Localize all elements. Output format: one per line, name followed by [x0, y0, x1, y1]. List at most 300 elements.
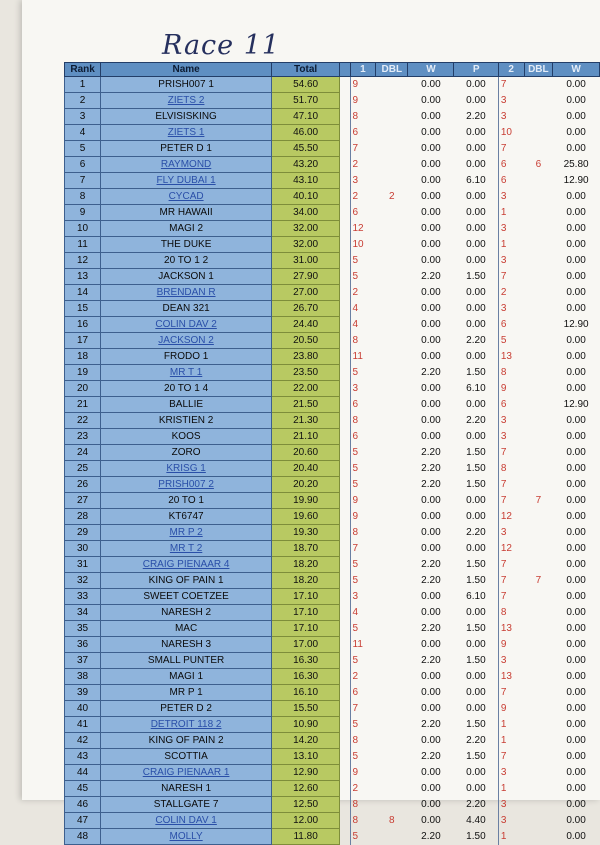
- total-cell: 15.50: [272, 701, 340, 717]
- win1-cell: 0.00: [421, 126, 441, 138]
- race2-pick-cell: 8: [498, 461, 524, 477]
- win2-cell: 0.00: [566, 286, 586, 298]
- rank-cell: 28: [65, 509, 101, 525]
- race2-pick-cell: 12: [498, 541, 524, 557]
- table-row: [65, 189, 600, 205]
- header-rank: Rank: [65, 63, 101, 77]
- race1-pick-cell: 5: [350, 365, 376, 381]
- dbl2-cell: [524, 141, 553, 157]
- race2-pick-cell: 1: [498, 829, 524, 845]
- dbl2-cell: [524, 813, 553, 829]
- dbl2-cell: [524, 77, 553, 93]
- total-cell: 21.30: [272, 413, 340, 429]
- table-row: [65, 301, 600, 317]
- rank-cell: 36: [65, 637, 101, 653]
- name-cell: 20 TO 1 4: [101, 381, 272, 397]
- gap-cell: [340, 301, 350, 317]
- gap-cell: [340, 717, 350, 733]
- rank-cell: 2: [65, 93, 101, 109]
- total-cell: 32.00: [272, 221, 340, 237]
- gap-cell: [340, 765, 350, 781]
- gap-cell: [340, 637, 350, 653]
- win2-cell: 0.00: [566, 654, 586, 666]
- name-cell[interactable]: KRISG 1: [101, 461, 272, 477]
- win2-cell: 0.00: [566, 574, 586, 586]
- win2-cell: 0.00: [566, 814, 586, 826]
- name-cell: KRISTIEN 2: [101, 413, 272, 429]
- table-row: [65, 77, 600, 93]
- race2-pick-cell: 13: [498, 349, 524, 365]
- dbl2-cell: [524, 733, 553, 749]
- race2-pick-cell: 3: [498, 109, 524, 125]
- win1-cell: 0.00: [421, 190, 441, 202]
- place1-cell: 0.00: [466, 190, 486, 202]
- win2-cell: 0.00: [566, 638, 586, 650]
- table-row: [65, 365, 600, 381]
- name-cell[interactable]: MR T 2: [101, 541, 272, 557]
- race1-pick-cell: 8: [350, 813, 376, 829]
- win1-cell: 0.00: [421, 334, 441, 346]
- win2-cell: 0.00: [566, 238, 586, 250]
- dbl2-cell: [524, 781, 553, 797]
- rank-cell: 26: [65, 477, 101, 493]
- rank-cell: 6: [65, 157, 101, 173]
- win2-cell: 0.00: [566, 190, 586, 202]
- win1-cell: 0.00: [421, 302, 441, 314]
- win2-cell: 0.00: [566, 110, 586, 122]
- race1-pick-cell: 6: [350, 685, 376, 701]
- table-row: [65, 509, 600, 525]
- race1-pick-cell: 8: [350, 733, 376, 749]
- dbl1-cell: [376, 349, 408, 365]
- race1-pick-cell: 11: [350, 349, 376, 365]
- race2-pick-cell: 3: [498, 525, 524, 541]
- win2-cell: 0.00: [566, 510, 586, 522]
- win2-cell: 0.00: [566, 270, 586, 282]
- win2-cell: 0.00: [566, 382, 586, 394]
- win2-cell: 0.00: [566, 798, 586, 810]
- rank-cell: 34: [65, 605, 101, 621]
- gap-cell: [340, 525, 350, 541]
- race2-pick-cell: 3: [498, 93, 524, 109]
- gap-cell: [340, 173, 350, 189]
- name-cell: PETER D 2: [101, 701, 272, 717]
- gap-cell: [340, 141, 350, 157]
- name-cell: ZORO: [101, 445, 272, 461]
- gap-cell: [340, 157, 350, 173]
- race1-pick-cell: 6: [350, 397, 376, 413]
- total-cell: 34.00: [272, 205, 340, 221]
- race1-pick-cell: 2: [350, 189, 376, 205]
- race1-pick-cell: 10: [350, 237, 376, 253]
- dbl1-cell: [376, 541, 408, 557]
- place1-cell: 6.10: [466, 174, 486, 186]
- win2-cell: 0.00: [566, 366, 586, 378]
- dbl1-cell: [376, 493, 408, 509]
- dbl2-cell: [524, 285, 553, 301]
- win1-cell: 0.00: [421, 318, 441, 330]
- dbl1-cell: [376, 685, 408, 701]
- total-cell: 16.10: [272, 685, 340, 701]
- race1-pick-cell: 5: [350, 749, 376, 765]
- name-cell[interactable]: ZIETS 1: [101, 125, 272, 141]
- gap-cell: [340, 269, 350, 285]
- dbl1-cell: [376, 381, 408, 397]
- rank-cell: 14: [65, 285, 101, 301]
- win1-cell: 2.20: [421, 574, 441, 586]
- name-cell[interactable]: PRISH007 2: [101, 477, 272, 493]
- name-cell: BALLIE: [101, 397, 272, 413]
- handwritten-title: Race 11: [162, 30, 281, 61]
- table-row: [65, 765, 600, 781]
- gap-cell: [340, 781, 350, 797]
- place1-cell: 0.00: [466, 286, 486, 298]
- win1-cell: 0.00: [421, 206, 441, 218]
- place1-cell: 2.20: [466, 798, 486, 810]
- dbl2-cell: [524, 429, 553, 445]
- rank-cell: 30: [65, 541, 101, 557]
- race2-pick-cell: 7: [498, 141, 524, 157]
- total-cell: 24.40: [272, 317, 340, 333]
- win1-cell: 0.00: [421, 670, 441, 682]
- win2-cell: 0.00: [566, 622, 586, 634]
- race1-pick-cell: 2: [350, 285, 376, 301]
- win2-cell: 0.00: [566, 478, 586, 490]
- win1-cell: 0.00: [421, 590, 441, 602]
- dbl2-cell: [524, 93, 553, 109]
- race1-pick-cell: 5: [350, 557, 376, 573]
- name-cell: THE DUKE: [101, 237, 272, 253]
- dbl2-cell: [524, 317, 553, 333]
- dbl2-cell: [524, 605, 553, 621]
- place1-cell: 0.00: [466, 302, 486, 314]
- win2-cell: 0.00: [566, 78, 586, 90]
- name-cell[interactable]: BRENDAN R: [101, 285, 272, 301]
- table-row: [65, 253, 600, 269]
- rank-cell: 23: [65, 429, 101, 445]
- table-row: [65, 205, 600, 221]
- total-cell: 18.70: [272, 541, 340, 557]
- place1-cell: 0.00: [466, 686, 486, 698]
- rank-cell: 31: [65, 557, 101, 573]
- name-cell[interactable]: ZIETS 2: [101, 93, 272, 109]
- name-cell: MR HAWAII: [101, 205, 272, 221]
- win1-cell: 0.00: [421, 254, 441, 266]
- rank-cell: 16: [65, 317, 101, 333]
- dbl1-cell: [376, 509, 408, 525]
- total-cell: 20.60: [272, 445, 340, 461]
- gap-cell: [340, 253, 350, 269]
- dbl1-cell: [376, 717, 408, 733]
- race1-pick-cell: 9: [350, 93, 376, 109]
- gap-cell: [340, 461, 350, 477]
- rank-cell: 18: [65, 349, 101, 365]
- dbl1-cell: [376, 829, 408, 845]
- race2-pick-cell: 9: [498, 701, 524, 717]
- race2-pick-cell: 8: [498, 365, 524, 381]
- place1-cell: 1.50: [466, 446, 486, 458]
- dbl1-cell: [376, 205, 408, 221]
- dbl1-cell: [376, 269, 408, 285]
- win1-cell: 0.00: [421, 814, 441, 826]
- name-cell: PETER D 1: [101, 141, 272, 157]
- dbl2-cell: [524, 749, 553, 765]
- gap-cell: [340, 573, 350, 589]
- win1-cell: 0.00: [421, 638, 441, 650]
- dbl1-cell: [376, 93, 408, 109]
- dbl2-cell: [524, 461, 553, 477]
- dbl2-cell: [524, 669, 553, 685]
- rank-cell: 45: [65, 781, 101, 797]
- race2-pick-cell: 3: [498, 813, 524, 829]
- total-cell: 43.10: [272, 173, 340, 189]
- dbl1-cell: [376, 365, 408, 381]
- win1-cell: 2.20: [421, 654, 441, 666]
- race1-pick-cell: 9: [350, 765, 376, 781]
- table-row: [65, 397, 600, 413]
- win2-cell: 0.00: [566, 222, 586, 234]
- race1-pick-cell: 7: [350, 541, 376, 557]
- place1-cell: 0.00: [466, 206, 486, 218]
- name-cell[interactable]: CRAIG PIENAAR 4: [101, 557, 272, 573]
- name-cell[interactable]: MR P 2: [101, 525, 272, 541]
- name-cell[interactable]: JACKSON 2: [101, 333, 272, 349]
- table-row: [65, 333, 600, 349]
- place1-cell: 0.00: [466, 542, 486, 554]
- total-cell: 12.60: [272, 781, 340, 797]
- rank-cell: 9: [65, 205, 101, 221]
- total-cell: 20.20: [272, 477, 340, 493]
- name-cell[interactable]: RAYMOND: [101, 157, 272, 173]
- dbl2-cell: [524, 589, 553, 605]
- race1-pick-cell: 7: [350, 141, 376, 157]
- win1-cell: 2.20: [421, 558, 441, 570]
- place1-cell: 2.20: [466, 734, 486, 746]
- win1-cell: 0.00: [421, 110, 441, 122]
- gap-cell: [340, 285, 350, 301]
- win2-cell: 12.90: [563, 398, 589, 410]
- dbl1-cell: [376, 749, 408, 765]
- gap-cell: [340, 93, 350, 109]
- win1-cell: 0.00: [421, 782, 441, 794]
- name-cell: KING OF PAIN 1: [101, 573, 272, 589]
- gap-cell: [340, 493, 350, 509]
- dbl1-cell: [376, 109, 408, 125]
- race2-pick-cell: 3: [498, 429, 524, 445]
- table-row: [65, 589, 600, 605]
- race1-pick-cell: 5: [350, 269, 376, 285]
- rank-cell: 33: [65, 589, 101, 605]
- race2-pick-cell: 7: [498, 573, 524, 589]
- place1-cell: 1.50: [466, 654, 486, 666]
- race2-pick-cell: 1: [498, 717, 524, 733]
- name-cell[interactable]: COLIN DAV 1: [101, 813, 272, 829]
- race2-pick-cell: 3: [498, 221, 524, 237]
- race2-pick-cell: 3: [498, 653, 524, 669]
- table-row: [65, 637, 600, 653]
- race2-pick-cell: 13: [498, 669, 524, 685]
- name-cell[interactable]: CYCAD: [101, 189, 272, 205]
- results-table: [64, 62, 600, 845]
- win2-cell: 0.00: [566, 830, 586, 842]
- place1-cell: 0.00: [466, 638, 486, 650]
- total-cell: 46.00: [272, 125, 340, 141]
- name-cell: DEAN 321: [101, 301, 272, 317]
- total-cell: 13.10: [272, 749, 340, 765]
- race2-pick-cell: 1: [498, 733, 524, 749]
- dbl2-cell: [524, 365, 553, 381]
- table-row: [65, 685, 600, 701]
- dbl2-cell: [524, 381, 553, 397]
- race2-pick-cell: 7: [498, 685, 524, 701]
- gap-cell: [340, 221, 350, 237]
- gap-cell: [340, 829, 350, 845]
- name-cell: NARESH 1: [101, 781, 272, 797]
- table-row: [65, 701, 600, 717]
- name-cell[interactable]: DETROIT 118 2: [101, 717, 272, 733]
- win1-cell: 2.20: [421, 446, 441, 458]
- race1-pick-cell: 8: [350, 109, 376, 125]
- total-cell: 12.00: [272, 813, 340, 829]
- win2-cell: 0.00: [566, 302, 586, 314]
- place1-cell: 2.20: [466, 110, 486, 122]
- header-dbl1: DBL: [376, 63, 408, 77]
- dbl2-cell: [524, 717, 553, 733]
- place1-cell: 1.50: [466, 478, 486, 490]
- table-row: [65, 669, 600, 685]
- gap-cell: [340, 125, 350, 141]
- gap-cell: [340, 749, 350, 765]
- race1-pick-cell: 8: [350, 413, 376, 429]
- race1-pick-cell: 6: [350, 125, 376, 141]
- rank-cell: 37: [65, 653, 101, 669]
- name-cell: MAGI 2: [101, 221, 272, 237]
- gap-cell: [340, 317, 350, 333]
- dbl1-cell: [376, 301, 408, 317]
- place1-cell: 1.50: [466, 462, 486, 474]
- race1-pick-cell: 5: [350, 653, 376, 669]
- name-cell[interactable]: MR T 1: [101, 365, 272, 381]
- dbl2-cell: [524, 301, 553, 317]
- race2-pick-cell: 13: [498, 621, 524, 637]
- name-cell: MR P 1: [101, 685, 272, 701]
- total-cell: 40.10: [272, 189, 340, 205]
- rank-cell: 41: [65, 717, 101, 733]
- dbl2-cell: [524, 205, 553, 221]
- dbl2-cell: [524, 685, 553, 701]
- dbl1-cell: [376, 781, 408, 797]
- dbl2-cell: [524, 765, 553, 781]
- race1-pick-cell: 7: [350, 701, 376, 717]
- gap-cell: [340, 333, 350, 349]
- table-row: [65, 781, 600, 797]
- race2-pick-cell: 6: [498, 317, 524, 333]
- win1-cell: 2.20: [421, 270, 441, 282]
- place1-cell: 0.00: [466, 494, 486, 506]
- place1-cell: 1.50: [466, 558, 486, 570]
- race2-pick-cell: 7: [498, 589, 524, 605]
- rank-cell: 13: [65, 269, 101, 285]
- gap-cell: [340, 109, 350, 125]
- place1-cell: 1.50: [466, 574, 486, 586]
- total-cell: 12.90: [272, 765, 340, 781]
- dbl1-cell: [376, 141, 408, 157]
- name-cell[interactable]: CRAIG PIENAAR 1: [101, 765, 272, 781]
- race2-pick-cell: 7: [498, 77, 524, 93]
- win2-cell: 0.00: [566, 126, 586, 138]
- race1-pick-cell: 9: [350, 493, 376, 509]
- win1-cell: 0.00: [421, 142, 441, 154]
- total-cell: 31.00: [272, 253, 340, 269]
- table-row: [65, 573, 600, 589]
- dbl1-cell: [376, 445, 408, 461]
- dbl2-cell: 7: [535, 574, 542, 586]
- race2-pick-cell: 1: [498, 781, 524, 797]
- table-row: [65, 733, 600, 749]
- dbl1-cell: [376, 237, 408, 253]
- race2-pick-cell: 9: [498, 381, 524, 397]
- dbl1-cell: [376, 701, 408, 717]
- total-cell: 14.20: [272, 733, 340, 749]
- total-cell: 26.70: [272, 301, 340, 317]
- name-cell[interactable]: MOLLY: [101, 829, 272, 845]
- dbl2-cell: [524, 237, 553, 253]
- total-cell: 17.00: [272, 637, 340, 653]
- name-cell: SCOTTIA: [101, 749, 272, 765]
- win1-cell: 0.00: [421, 798, 441, 810]
- race2-pick-cell: 6: [498, 397, 524, 413]
- header-p1: P: [454, 63, 498, 77]
- rank-cell: 17: [65, 333, 101, 349]
- race2-pick-cell: 3: [498, 189, 524, 205]
- rank-cell: 8: [65, 189, 101, 205]
- win2-cell: 0.00: [566, 446, 586, 458]
- dbl1-cell: [376, 605, 408, 621]
- win1-cell: 0.00: [421, 430, 441, 442]
- total-cell: 20.40: [272, 461, 340, 477]
- place1-cell: 0.00: [466, 702, 486, 714]
- dbl1-cell: [376, 221, 408, 237]
- dbl1-cell: 2: [389, 190, 395, 202]
- header-race1: 1: [350, 63, 376, 77]
- win1-cell: 0.00: [421, 510, 441, 522]
- rank-cell: 35: [65, 621, 101, 637]
- table-row: [65, 525, 600, 541]
- dbl1-cell: [376, 621, 408, 637]
- table-row: [65, 477, 600, 493]
- rank-cell: 29: [65, 525, 101, 541]
- win2-cell: 0.00: [566, 670, 586, 682]
- rank-cell: 40: [65, 701, 101, 717]
- total-cell: 19.30: [272, 525, 340, 541]
- win2-cell: 12.90: [563, 318, 589, 330]
- win1-cell: 0.00: [421, 414, 441, 426]
- name-cell[interactable]: FLY DUBAI 1: [101, 173, 272, 189]
- race1-pick-cell: 5: [350, 829, 376, 845]
- place1-cell: 1.50: [466, 830, 486, 842]
- rank-cell: 25: [65, 461, 101, 477]
- total-cell: 51.70: [272, 93, 340, 109]
- name-cell: FRODO 1: [101, 349, 272, 365]
- table-row: [65, 349, 600, 365]
- name-cell: 20 TO 1 2: [101, 253, 272, 269]
- total-cell: 23.80: [272, 349, 340, 365]
- race1-pick-cell: 9: [350, 77, 376, 93]
- table-row: [65, 813, 600, 829]
- name-cell[interactable]: COLIN DAV 2: [101, 317, 272, 333]
- gap-cell: [340, 685, 350, 701]
- win2-cell: 0.00: [566, 718, 586, 730]
